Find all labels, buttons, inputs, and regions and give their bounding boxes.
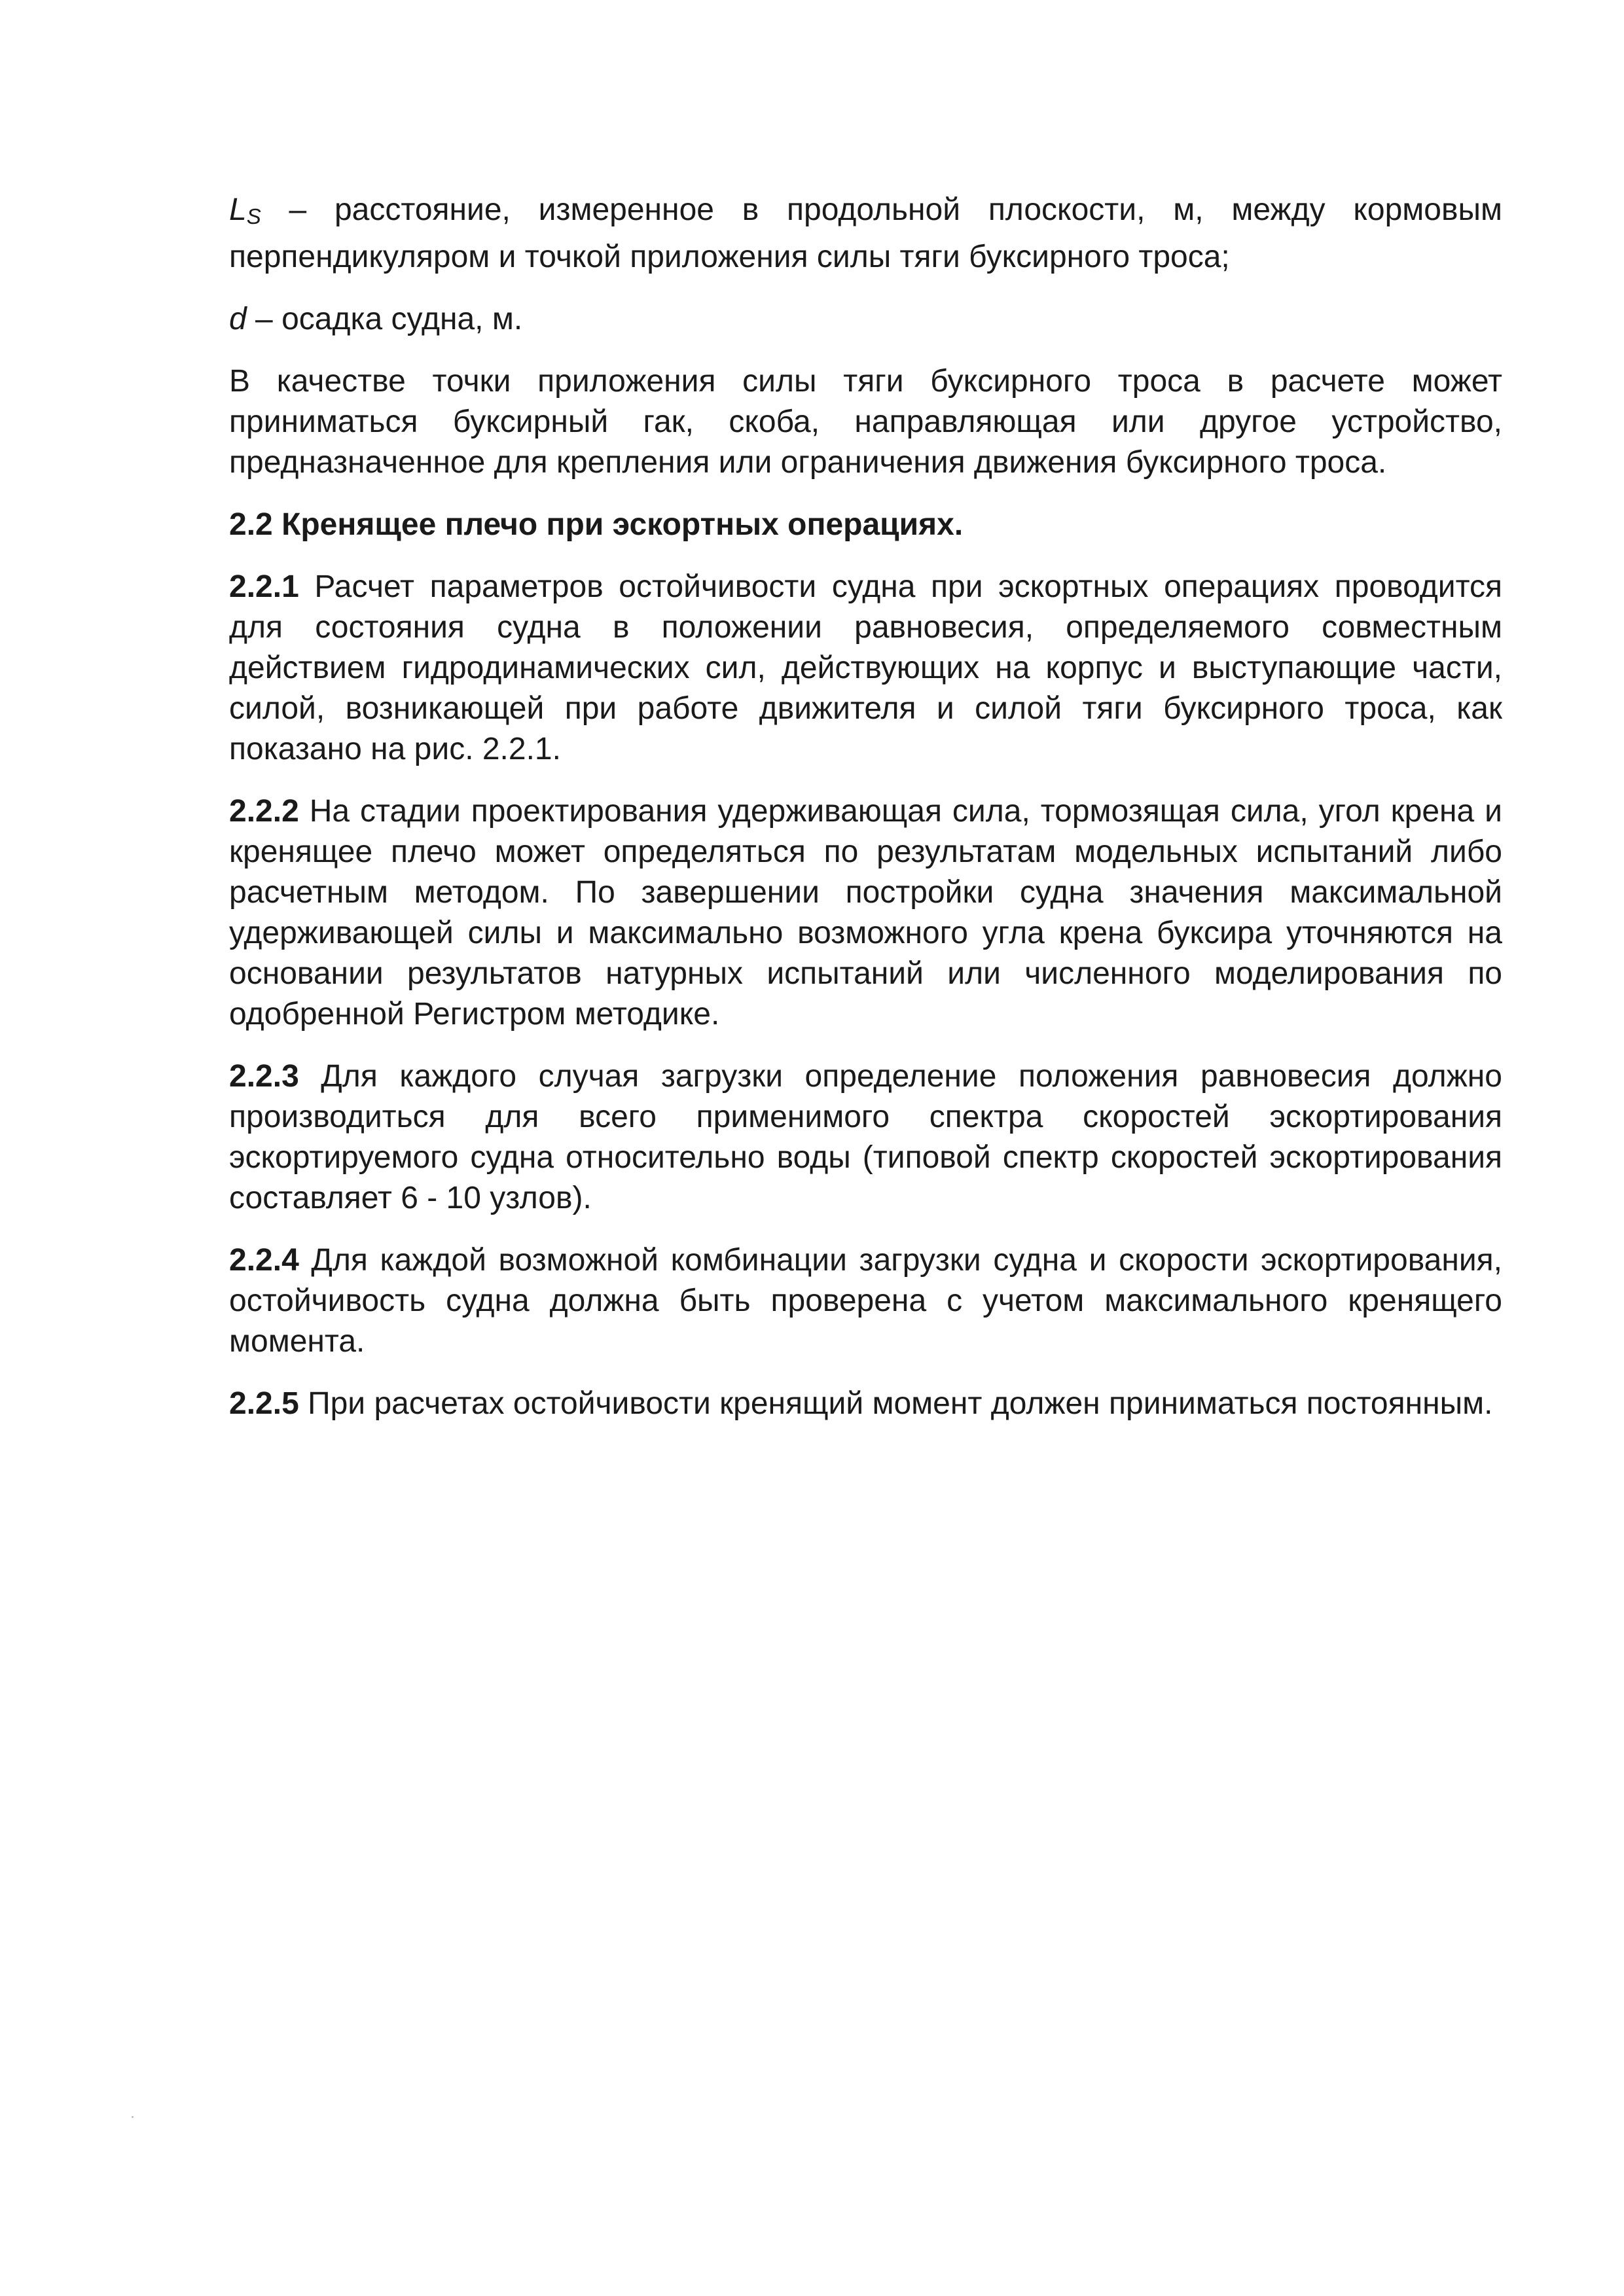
clause-2-2-3 [229,1056,1502,1219]
clause-number: 2.2.2 [229,794,299,829]
symbol-ls-subscript: S [246,204,261,228]
clause-2-2-2 [229,791,1502,1035]
clause-number: 2.2.5 [229,1386,299,1421]
clause-2-2-1 [229,567,1502,770]
clause-number: 2.2.4 [229,1243,299,1278]
definition-ls-text: – расстояние, измеренное в продольной плоскости, м, между кормовым перпендикуляром и точкой приложения силы тяги буксирного троса; [229,192,1502,274]
clause-text: При расчетах остойчивости кренящий момент должен приниматься постоянным. [298,1386,1493,1421]
clause-2-2-5 [229,1384,1502,1424]
paragraph-tow-point: В качестве точки приложения силы тяги буксирного троса в расчете может приниматься буксирный гак, скоба, направляющая или другое устройство, предназначенное для крепления или ограничения движения буксирного троса. [229,364,1502,480]
scan-speck [132,2116,134,2118]
section-heading: 2.2 Кренящее плечо при эскортных операциях. [229,507,964,542]
symbol-d: d [229,302,247,336]
document-body [229,190,1502,1446]
clause-2-2-4 [229,1240,1502,1362]
clause-text: Для каждой возможной комбинации загрузки судна и скорости эскортирования, остойчивость судна должна быть проверена с учетом максимального кренящего момента. [229,1243,1502,1359]
clause-text: Расчет параметров остойчивости судна при эскортных операциях проводится для состояния судна в положении равновесия, определяемого совместным действием гидродинамических сил, действующих на корпус и выступающие части, силой, возникающей при работе движителя и силой тяги буксирного троса, как показано на рис. 2.2.1. [229,569,1502,766]
clause-text: Для каждого случая загрузки определение положения равновесия должно производиться для всего применимого спектра скоростей эскортирования эскортируемого судна относительно воды (типовой спектр скоростей эскортирования составляет 6 - 10 узлов). [229,1059,1502,1215]
clause-number: 2.2.3 [229,1059,299,1094]
definition-d-text: – осадка судна, м. [246,302,523,336]
clause-text: На стадии проектирования удерживающая сила, тормозящая сила, угол крена и кренящее плечо может определяться по результатам модельных испытаний либо расчетным методом. По завершении постройки судна значения максимальной удерживающей силы и максимально возможного угла крена буксира уточняются на основании результатов натурных испытаний или численного моделирования по одобренной Регистром методике. [229,794,1502,1031]
symbol-ls-letter: L [229,192,247,227]
definition-d [229,299,1502,340]
clause-number: 2.2.1 [229,569,299,604]
symbol-ls [229,192,261,227]
definition-ls [229,190,1502,278]
